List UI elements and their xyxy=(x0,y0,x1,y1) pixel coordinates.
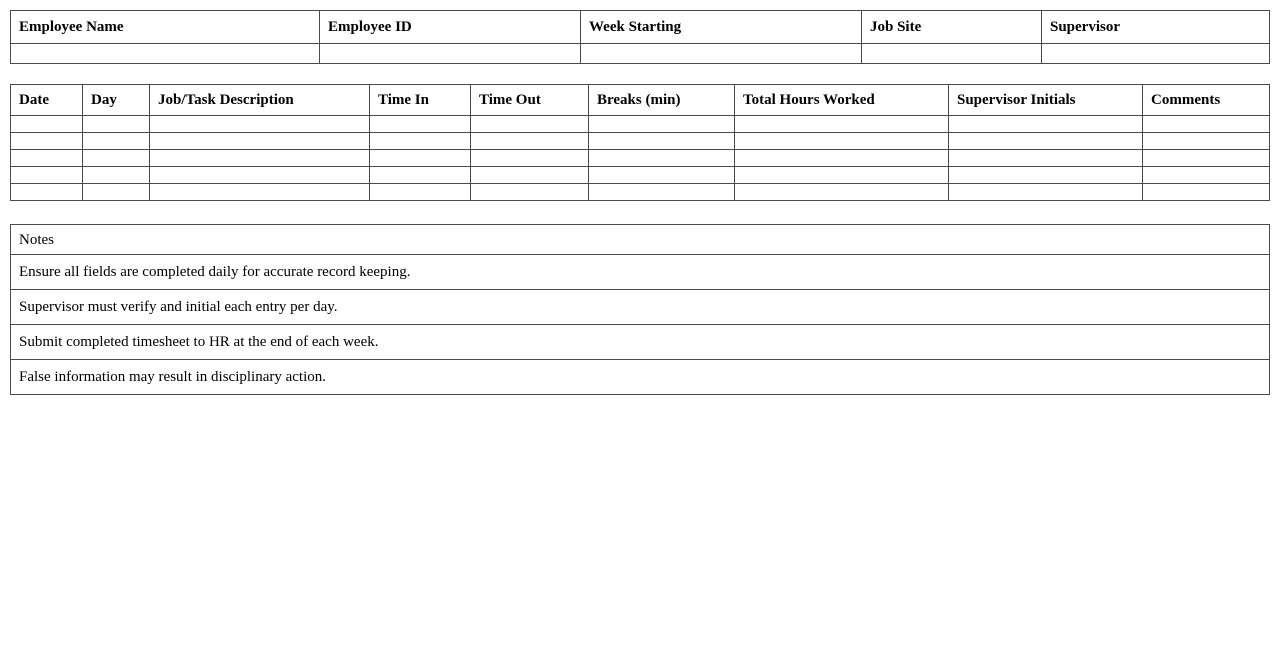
cell-job-task-description[interactable] xyxy=(150,167,370,184)
column-header-employee-id: Employee ID xyxy=(320,11,581,44)
column-header-comments: Comments xyxy=(1143,85,1270,116)
week-starting-field[interactable] xyxy=(581,44,862,64)
cell-total-hours-worked[interactable] xyxy=(735,133,949,150)
column-header-employee-name: Employee Name xyxy=(11,11,320,44)
cell-job-task-description[interactable] xyxy=(150,184,370,201)
column-header-supervisor: Supervisor xyxy=(1042,11,1270,44)
column-header-day: Day xyxy=(83,85,150,116)
job-site-field[interactable] xyxy=(862,44,1042,64)
cell-time-in[interactable] xyxy=(370,150,471,167)
cell-supervisor-initials[interactable] xyxy=(949,116,1143,133)
cell-time-out[interactable] xyxy=(471,167,589,184)
cell-day[interactable] xyxy=(83,184,150,201)
column-header-date: Date xyxy=(11,85,83,116)
cell-date[interactable] xyxy=(11,167,83,184)
cell-breaks[interactable] xyxy=(589,133,735,150)
list-item xyxy=(11,360,1270,395)
cell-comments[interactable] xyxy=(1143,116,1270,133)
cell-job-task-description[interactable] xyxy=(150,116,370,133)
timesheet-header-row xyxy=(11,85,1270,116)
cell-supervisor-initials[interactable] xyxy=(949,150,1143,167)
column-header-time-in: Time In xyxy=(370,85,471,116)
employee-info-value-row xyxy=(11,44,1270,64)
table-row xyxy=(11,150,1270,167)
note-text: Supervisor must verify and initial each entry per day. xyxy=(11,290,1270,325)
cell-day[interactable] xyxy=(83,167,150,184)
cell-supervisor-initials[interactable] xyxy=(949,184,1143,201)
notes-header-row xyxy=(11,225,1270,255)
employee-id-field[interactable] xyxy=(320,44,581,64)
cell-time-out[interactable] xyxy=(471,184,589,201)
cell-time-in[interactable] xyxy=(370,167,471,184)
table-row xyxy=(11,184,1270,201)
column-header-supervisor-initials: Supervisor Initials xyxy=(949,85,1143,116)
supervisor-field[interactable] xyxy=(1042,44,1270,64)
cell-time-out[interactable] xyxy=(471,116,589,133)
table-row xyxy=(11,133,1270,150)
list-item xyxy=(11,290,1270,325)
timesheet-entry-table xyxy=(10,84,1270,201)
cell-breaks[interactable] xyxy=(589,150,735,167)
cell-time-in[interactable] xyxy=(370,133,471,150)
list-item xyxy=(11,255,1270,290)
cell-job-task-description[interactable] xyxy=(150,133,370,150)
cell-breaks[interactable] xyxy=(589,116,735,133)
cell-comments[interactable] xyxy=(1143,167,1270,184)
column-header-time-out: Time Out xyxy=(471,85,589,116)
cell-total-hours-worked[interactable] xyxy=(735,167,949,184)
cell-time-in[interactable] xyxy=(370,184,471,201)
cell-breaks[interactable] xyxy=(589,167,735,184)
column-header-week-starting: Week Starting xyxy=(581,11,862,44)
cell-total-hours-worked[interactable] xyxy=(735,184,949,201)
cell-comments[interactable] xyxy=(1143,184,1270,201)
cell-day[interactable] xyxy=(83,133,150,150)
cell-day[interactable] xyxy=(83,150,150,167)
cell-day[interactable] xyxy=(83,116,150,133)
table-row xyxy=(11,167,1270,184)
note-text: Submit completed timesheet to HR at the end of each week. xyxy=(11,325,1270,360)
employee-name-field[interactable] xyxy=(11,44,320,64)
cell-date[interactable] xyxy=(11,116,83,133)
cell-comments[interactable] xyxy=(1143,133,1270,150)
list-item xyxy=(11,325,1270,360)
cell-breaks[interactable] xyxy=(589,184,735,201)
column-header-breaks: Breaks (min) xyxy=(589,85,735,116)
employee-info-table xyxy=(10,10,1270,64)
column-header-job-task-description: Job/Task Description xyxy=(150,85,370,116)
column-header-total-hours-worked: Total Hours Worked xyxy=(735,85,949,116)
note-text: False information may result in disciplinary action. xyxy=(11,360,1270,395)
notes-table xyxy=(10,224,1270,395)
cell-date[interactable] xyxy=(11,133,83,150)
cell-time-out[interactable] xyxy=(471,133,589,150)
cell-time-out[interactable] xyxy=(471,150,589,167)
note-text: Ensure all fields are completed daily for accurate record keeping. xyxy=(11,255,1270,290)
table-spacer-bottom xyxy=(10,201,1269,224)
employee-info-header-row xyxy=(11,11,1270,44)
cell-date[interactable] xyxy=(11,184,83,201)
cell-total-hours-worked[interactable] xyxy=(735,150,949,167)
cell-date[interactable] xyxy=(11,150,83,167)
cell-supervisor-initials[interactable] xyxy=(949,167,1143,184)
cell-job-task-description[interactable] xyxy=(150,150,370,167)
cell-time-in[interactable] xyxy=(370,116,471,133)
cell-total-hours-worked[interactable] xyxy=(735,116,949,133)
table-row xyxy=(11,116,1270,133)
cell-supervisor-initials[interactable] xyxy=(949,133,1143,150)
table-spacer-top xyxy=(10,64,1269,84)
notes-title: Notes xyxy=(11,225,1270,255)
column-header-job-site: Job Site xyxy=(862,11,1042,44)
cell-comments[interactable] xyxy=(1143,150,1270,167)
